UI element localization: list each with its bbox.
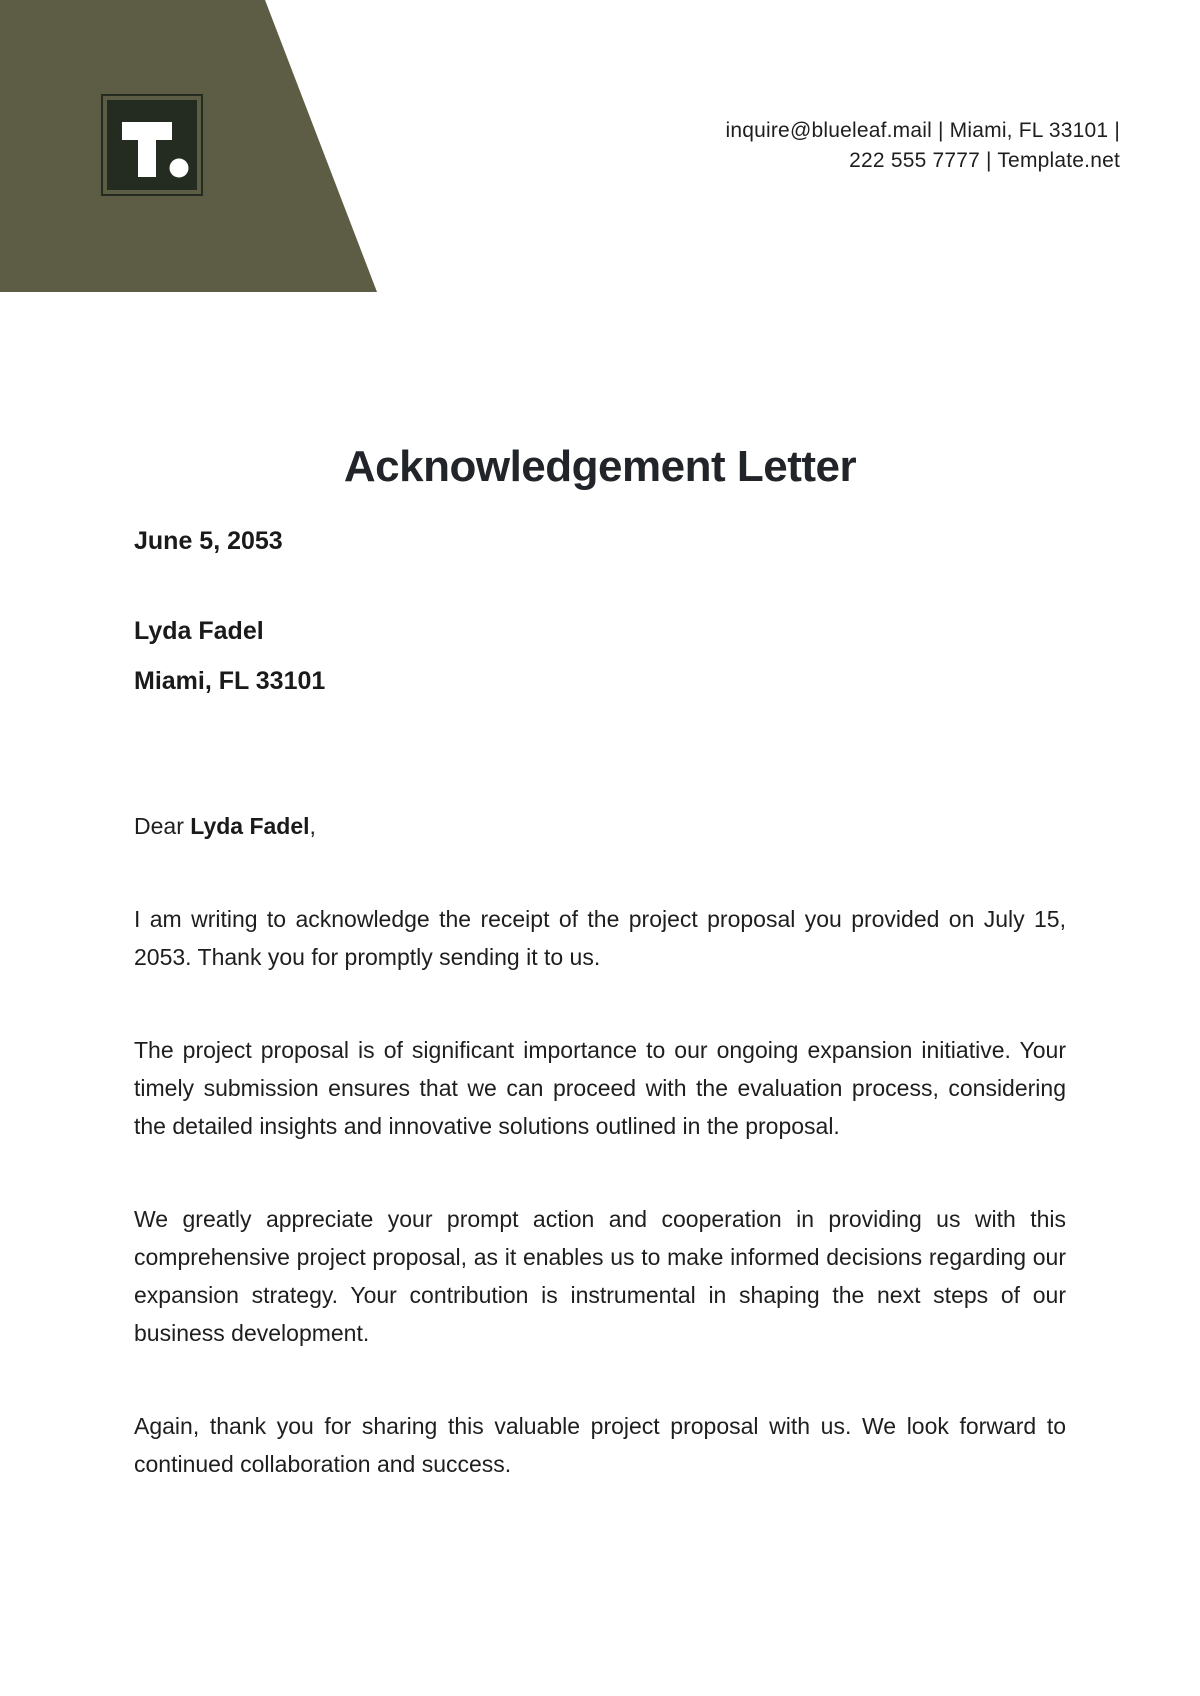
paragraph-2: The project proposal is of significant importance to our ongoing expansion initiative. Your timely submission ensures that we can proceed with the evaluation process, considering the detailed insights and innovative solutions outlined in the proposal. [134,1037,1066,1139]
contact-info [726,116,1121,176]
recipient-name: Lyda Fadel [134,617,264,645]
paragraph-1: I am writing to acknowledge the receipt of the project proposal you provided on July 15, 2053. Thank you for promptly sending it to us. [134,906,1066,970]
salutation-name: Lyda Fadel [190,813,310,839]
salutation [134,807,1066,845]
letter-date: June 5, 2053 [134,527,283,555]
company-logo [101,94,203,196]
salutation-suffix: , [309,813,316,839]
recipient-address: Miami, FL 33101 [134,667,326,695]
paragraph-3: We greatly appreciate your prompt action and cooperation in providing us with this comprehensive project proposal, as it enables us to make informed decisions regarding our expansion strategy. Your contribution is instrumental in shaping the next steps of our business development. [134,1206,1066,1346]
paragraph-4: Again, thank you for sharing this valuable project proposal with us. We look forward to continued collaboration and success. [134,1413,1066,1477]
contact-line-1: inquire@blueleaf.mail | Miami, FL 33101 | [725,119,1120,142]
logo-t-icon [107,100,197,190]
contact-line-2: 222 555 7777 | Template.net [849,149,1120,172]
page-title: Acknowledgement Letter [343,442,857,492]
salutation-prefix: Dear [134,813,191,839]
